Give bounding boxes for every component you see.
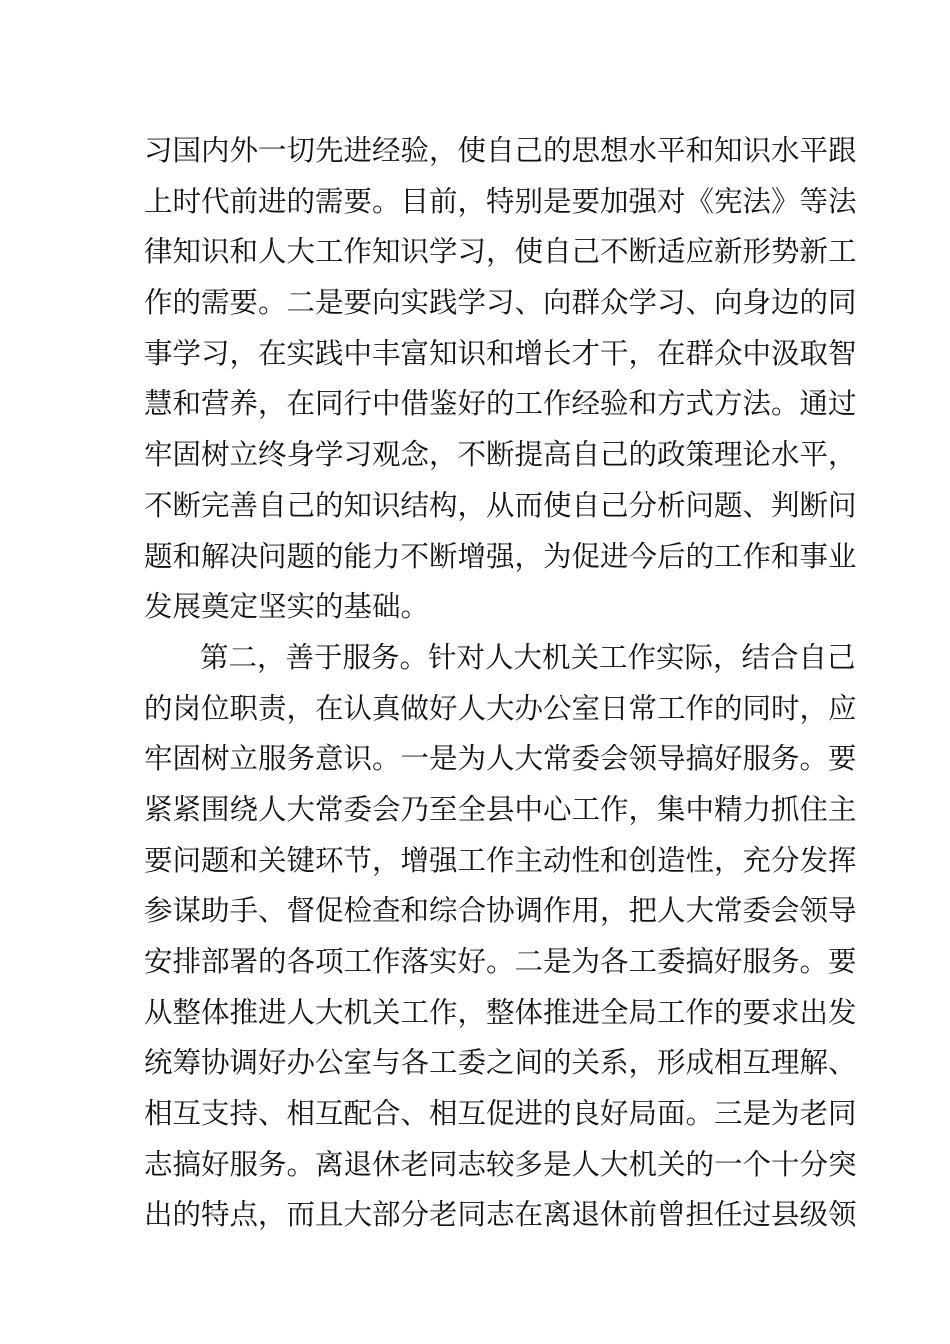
text-line: 慧和营养，在同行中借鉴好的工作经验和方式方法。通过 (144, 387, 857, 421)
text-line: 紧紧围绕人大常委会乃至全县中心工作，集中精力抓住主 (144, 792, 857, 826)
document-body (144, 126, 857, 1241)
text-line: 的岗位职责，在认真做好人大办公室日常工作的同时，应 (144, 691, 857, 725)
text-line: 第二，善于服务。针对人大机关工作实际，结合自己 (200, 640, 856, 674)
text-line: 事学习，在实践中丰富知识和增长才干，在群众中汲取智 (144, 336, 857, 370)
text-line: 习国内外一切先进经验，使自己的思想水平和知识水平跟 (144, 134, 857, 167)
text-line: 出的特点，而且大部分老同志在离退休前曾担任过县级领 (144, 1198, 857, 1232)
text-line: 参谋助手、督促检查和综合协调作用，把人大常委会领导 (144, 894, 857, 928)
text-line: 上时代前进的需要。目前，特别是要加强对《宪法》等法 (144, 184, 857, 218)
text-line: 安排部署的各项工作落实好。二是为各工委搞好服务。要 (144, 945, 857, 978)
text-line: 志搞好服务。离退休老同志较多是人大机关的一个十分突 (144, 1147, 857, 1181)
service-paragraph (144, 633, 857, 1241)
text-line: 题和解决问题的能力不断增强，为促进今后的工作和事业 (144, 539, 857, 573)
text-line: 发展奠定坚实的基础。 (144, 590, 430, 624)
text-line: 牢固树立服务意识。一是为人大常委会领导搞好服务。要 (144, 742, 857, 776)
text-line: 牢固树立终身学习观念，不断提高自己的政策理论水平， (144, 438, 857, 472)
text-line: 从整体推进人大机关工作，整体推进全局工作的要求出发 (144, 995, 857, 1029)
text-line: 作的需要。二是要向实践学习、向群众学习、向身边的同 (144, 286, 857, 320)
text-line: 要问题和关键环节，增强工作主动性和创造性，充分发挥 (144, 843, 857, 877)
text-line: 律知识和人大工作知识学习，使自己不断适应新形势新工 (144, 235, 857, 269)
text-line: 统筹协调好办公室与各工委之间的关系，形成相互理解、 (144, 1046, 857, 1080)
continuation-paragraph (144, 126, 857, 633)
text-line: 相互支持、相互配合、相互促进的良好局面。三是为老同 (144, 1097, 857, 1131)
text-line: 不断完善自己的知识结构，从而使自己分析问题、判断问 (144, 488, 857, 522)
